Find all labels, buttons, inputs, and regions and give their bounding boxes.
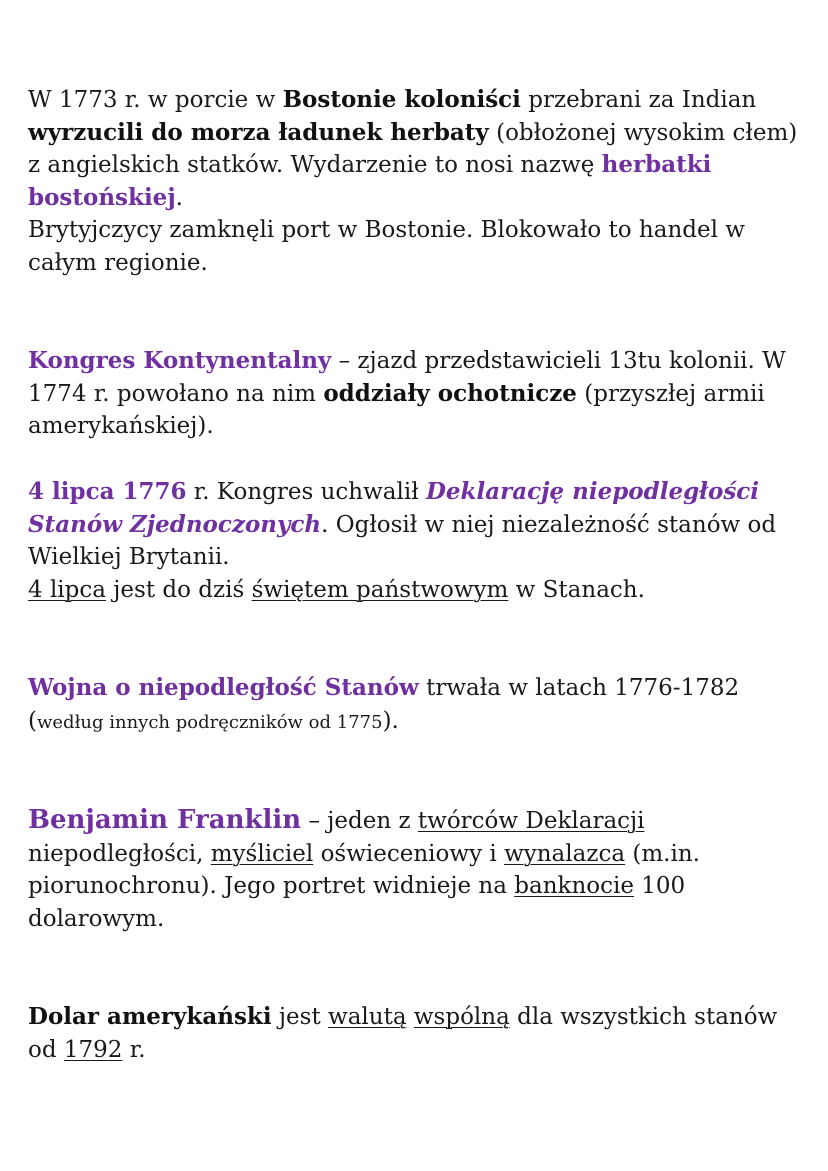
text-run: W 1773 r. w porcie w bbox=[28, 87, 283, 113]
text-run: dla wszystkich stanów od bbox=[28, 1004, 778, 1063]
paragraph-continental-congress bbox=[28, 345, 808, 443]
bold-term-tea-dumped: wyrzucili do morza ładunek herbaty bbox=[28, 118, 489, 146]
text-run: . Ogłosił w niej niezależność stanów od Wielkiej Brytanii. bbox=[28, 511, 777, 570]
paragraph-war-of-independence bbox=[28, 672, 808, 739]
paragraph-boston-tea-party bbox=[28, 84, 808, 279]
highlight-term-benjamin-franklin: Benjamin Franklin bbox=[28, 805, 302, 835]
text-run: w Stanach. bbox=[508, 576, 645, 603]
paragraph-declaration bbox=[28, 476, 808, 606]
text-run: r. bbox=[122, 1036, 146, 1063]
small-note-other-textbooks: według innych podręczników od 1775 bbox=[36, 711, 383, 733]
text-run: (przyszłej armii amerykańskiej). bbox=[28, 380, 765, 439]
highlight-term-war-of-independence: Wojna o niepodległość Stanów bbox=[28, 674, 419, 701]
text-run: r. Kongres uchwalił bbox=[186, 479, 426, 505]
underlined-year-1792: 1792 bbox=[63, 1036, 123, 1063]
text-run bbox=[407, 1004, 414, 1030]
underlined-banknote: banknocie bbox=[514, 873, 634, 899]
paragraph-benjamin-franklin bbox=[28, 804, 808, 935]
text-run: . bbox=[175, 184, 183, 211]
text-run: Brytyjczycy zamknęli port w Bostonie. Blokowało to handel w całym regionie. bbox=[28, 217, 745, 276]
highlight-date-july-4-1776: 4 lipca 1776 bbox=[28, 478, 187, 505]
underlined-creators-of-declaration: twórców Deklaracji bbox=[417, 808, 645, 834]
highlight-term-continental-congress: Kongres Kontynentalny bbox=[28, 347, 332, 374]
text-run: – zjazd przedstawicieli 13tu kolonii. W 1774 r. powołano na nim bbox=[28, 348, 786, 407]
underlined-thinker: myśliciel bbox=[210, 840, 314, 867]
text-run: oświeceniowy i bbox=[313, 840, 505, 867]
text-run: (obłożonej wysokim cłem) z angielskich statków. Wydarzenie to nosi nazwę bbox=[28, 119, 798, 178]
text-run: ). bbox=[382, 707, 399, 734]
underlined-july-4: 4 lipca bbox=[28, 576, 106, 603]
text-run: przebrani za Indian bbox=[520, 87, 757, 113]
text-run: (m.in. piorunochronu). Jego portret widnieje na bbox=[28, 840, 700, 899]
text-run: niepodległości, bbox=[28, 840, 211, 867]
underlined-inventor: wynalazca bbox=[504, 840, 626, 867]
bold-term-volunteer-units: oddziały ochotnicze bbox=[323, 379, 577, 407]
highlight-term-boston-tea-party: herbatki bostońskiej bbox=[28, 151, 712, 211]
text-run: jest bbox=[271, 1004, 329, 1030]
underlined-common: wspólną bbox=[413, 1004, 510, 1030]
bold-term-us-dollar: Dolar amerykański bbox=[28, 1003, 272, 1030]
text-run: trwała w latach 1776-1782 ( bbox=[28, 675, 740, 734]
highlight-term-declaration: Deklarację niepodległości Stanów Zjednoczonych bbox=[28, 478, 760, 538]
text-run: – jeden z bbox=[301, 808, 418, 834]
bold-term-boston-colonists: Bostonie koloniści bbox=[282, 86, 521, 113]
underlined-currency: walutą bbox=[328, 1004, 407, 1030]
underlined-state-holiday: świętem państwowym bbox=[251, 576, 509, 603]
text-run: jest do dziś bbox=[105, 576, 252, 603]
text-run: 100 dolarowym. bbox=[28, 873, 686, 932]
paragraph-us-dollar bbox=[28, 1001, 808, 1066]
